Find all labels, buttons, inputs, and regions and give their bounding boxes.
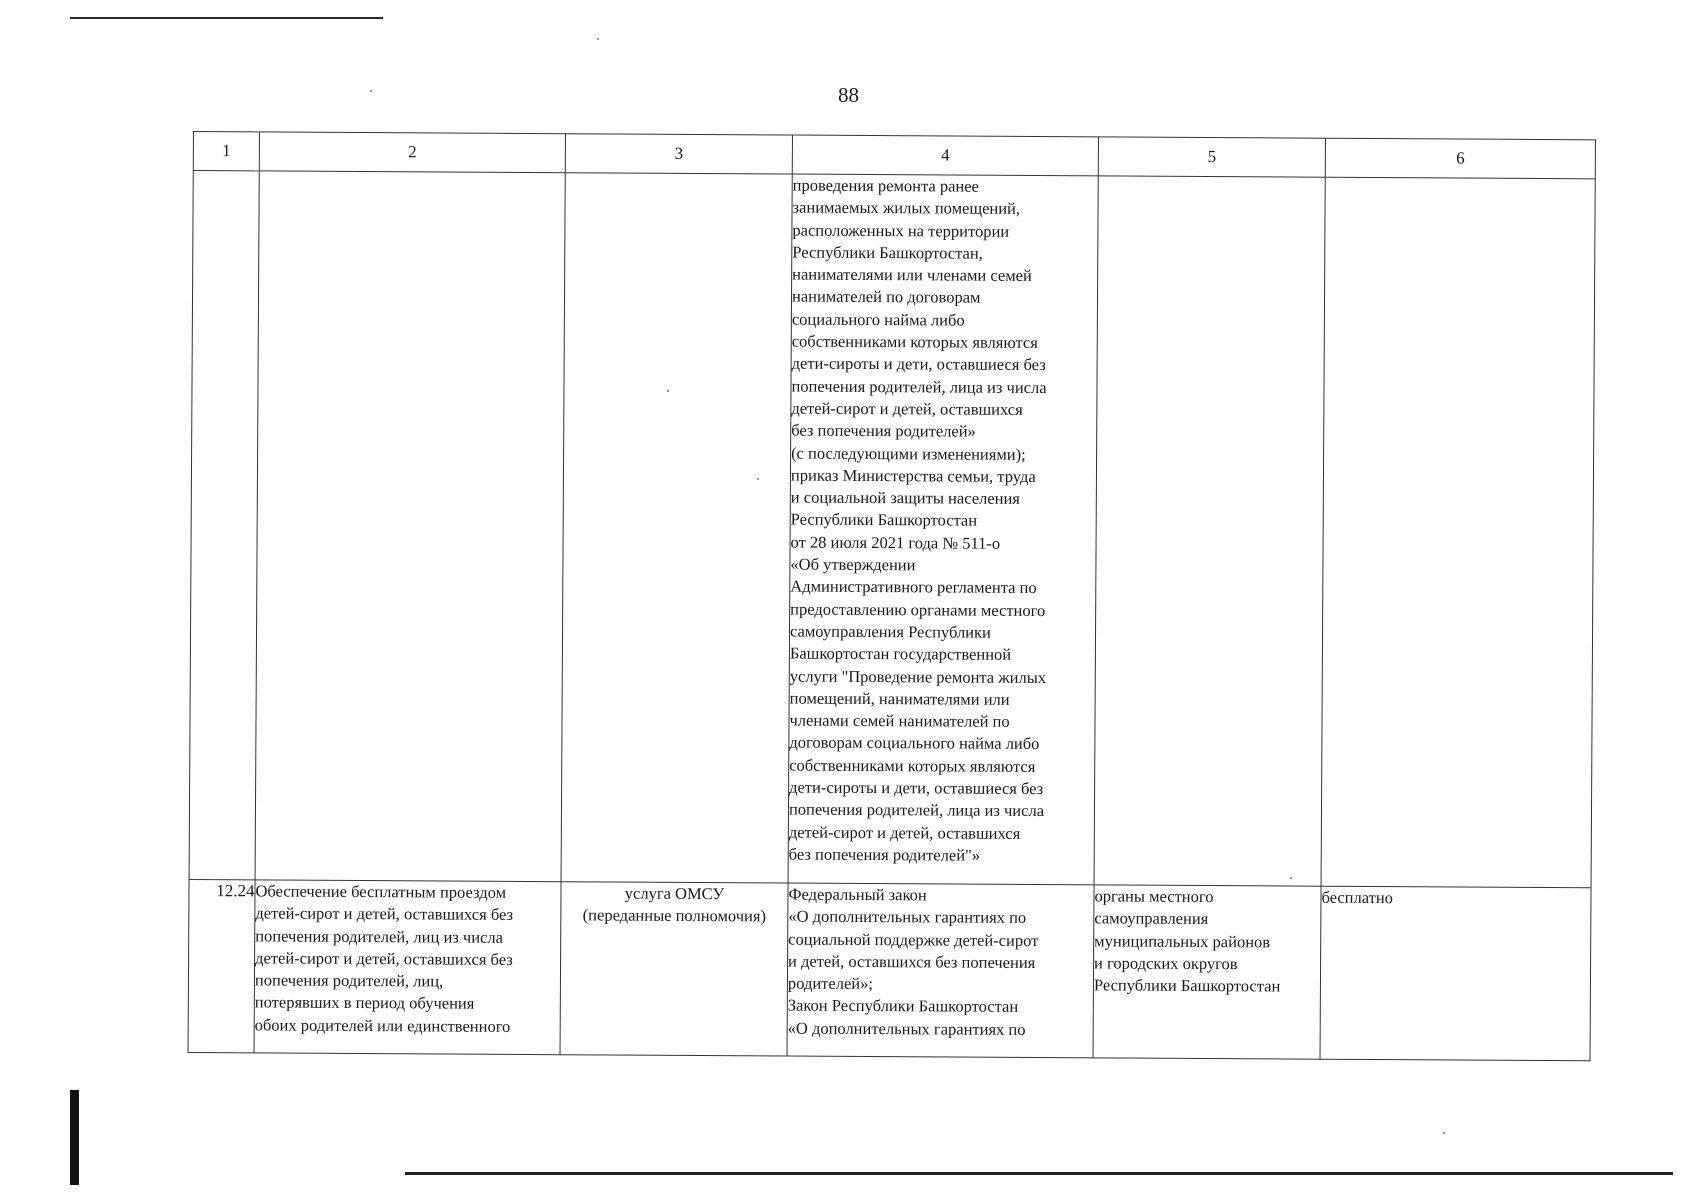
row-number-cell: 12.24 [188,879,255,1052]
page-number: 88 [838,83,859,107]
fee-cell [1321,177,1595,888]
column-header: 1 [193,132,259,171]
fee-cell: бесплатно [1320,886,1591,1061]
column-header: 2 [259,132,565,173]
column-header: 6 [1325,138,1595,179]
services-table [188,131,1596,1061]
column-header: 3 [565,134,792,174]
scan-edge-line [70,17,383,19]
legal-basis-cell: Федеральный закон «О дополнительных гарантиях по социальной поддержке детей-сирот и детей, оставшихся без попечения родителей»; Закон Республики Башкортостан «О дополнительных гарантиях по [787,883,1094,1058]
row-number-cell [189,171,259,880]
scan-speck [597,38,599,40]
column-header: 5 [1098,137,1325,177]
legal-basis-cell: проведения ремонта ранее занимаемых жилых помещений, расположенных на территории Республики Башкортостан, нанимателями или членами семей нанимателей по договорам социального найма либо собственниками которых являются дети-сироты и дети, оставшиеся без попечения родителей, лица из числа детей-сирот и детей, оставшихся без попечения родителей» (с последующими изменениями); приказ Министерства семьи, труда и социальной защиты населения Республики Башкортостан от 28 июля 2021 года № 511-о «Об утверждении Административного регламента по предоставлению органами местного самоуправления Республики Башкортостан государственной услуги "Проведение ремонта жилых помещений, нанимателями или членами семей нанимателей по договорам социального найма либо собственниками которых являются дети-сироты и дети, оставшиеся без попечения родителей, лица из числа детей-сирот и детей, оставшихся без попечения родителей"» [788,174,1098,885]
service-name-cell: Обеспечение бесплатным проездом детей-сирот и детей, оставшихся без попечения родителей, лиц из числа детей-сирот и детей, оставшихся без попечения родителей, лиц, потерявших в период обучения обоих родителей или единственного [254,880,561,1055]
column-header: 4 [792,135,1098,176]
service-name-cell [255,171,565,882]
provider-cell: органы местного самоуправления муниципальных районов и городских округов Республики Башкортостан [1093,885,1321,1059]
scan-edge-line [405,1172,1673,1175]
provider-cell [1094,176,1325,886]
scan-speck [1443,1132,1445,1134]
service-type-cell [561,173,792,883]
table-row [188,879,1591,1060]
table-row [189,171,1595,888]
service-type-cell: услуга ОМСУ (переданные полномочия) [560,882,788,1056]
scan-edge-bar [70,1090,79,1185]
